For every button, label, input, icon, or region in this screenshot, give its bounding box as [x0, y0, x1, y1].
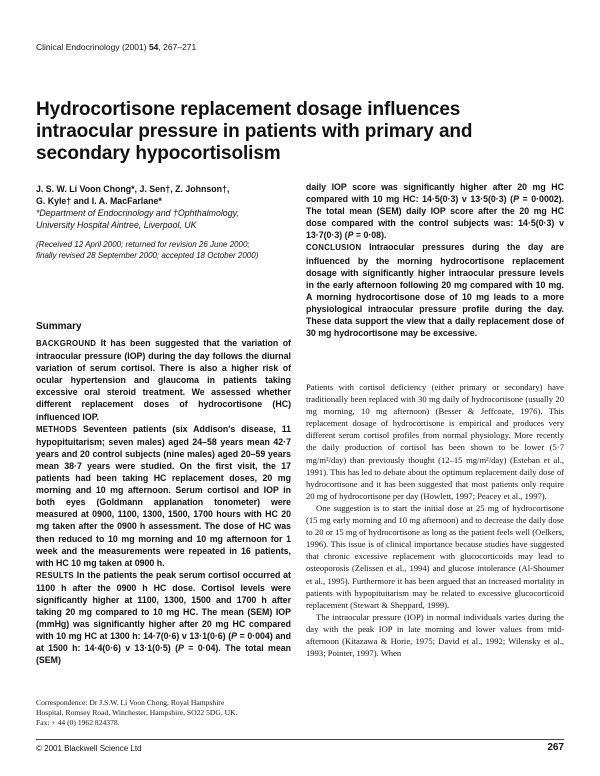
results-cont-a: daily IOP score was significantly higher after 20 mg HC compared with 10 mg HC: 14·5(0·3) v 13·5(0·3) (: [306, 182, 564, 205]
body-paragraph-3: The intraocular pressure (IOP) in normal individuals varies during the day with the peak IOP in late morning and lower values from mid-afternoon (Kitazawa & Horie, 1975; David et al., 1992; Wilensky et al., 1993; Pointer, 1997). When: [306, 611, 564, 659]
methods-text: Seventeen patients (six Addison's disease, 11 hypopituitarism; seven males) aged 24–58 years mean 42·7 years and 20 control subjects (nine males) aged 20–59 years mean 38·7 years were studied. On the first visit, the 17 patients had been taking HC replacement doses, 20 mg morning and 10 mg afternoon. Serum cortisol and IOP in both eyes (Goldmann applanation tonometer) were measured at 0900, 1100, 1300, 1500, 1700 hours with HC 20 mg taken after the 0900 h assessment. The dose of HC was then reduced to 10 mg morning and 10 mg afternoon for 1 week and the measurements were repeated in 16 patients, with HC 10 mg taken at 0900 h.: [36, 423, 291, 568]
conclusion-text: Intraocular pressures during the day are influenced by the morning hydrocortisone replacement dosage with significantly higher intraocular pressure levels in the early afternoon following 20 mg compared with 10 mg. A morning hydrocortisone dose of 10 mg leads to a more physiological intraocular pressure profile during the day. These data support the view that a daily replacement dose of 30 mg hydrocortisone may be excessive.: [306, 242, 564, 339]
results-cont-c: = 0·08).: [353, 230, 387, 241]
body-text-column: [306, 381, 564, 659]
abstract-results-continued: [306, 181, 564, 241]
journal-citation: [36, 42, 196, 52]
p-value-symbol: P: [178, 643, 184, 654]
conclusion-label: CONCLUSION: [306, 243, 362, 253]
results-cont-b: = 0·0002). The total mean (SEM) daily IOP score after the 20 mg HC dose compared with the control subjects was: 14·5(0·3) v 13·7(0·3) (: [306, 194, 564, 241]
journal-volume: 54: [148, 42, 159, 52]
correspondence-line-3: Fax: + 44 (0) 1962 824378.: [36, 718, 120, 728]
abstract-methods: [36, 423, 291, 569]
correspondence-line-2: Hospital, Romsey Road, Winchester, Hampshire, SO22 5DG, UK.: [36, 708, 238, 718]
results-label: RESULTS: [36, 570, 74, 580]
correspondence-line-1: Correspondence: Dr J.S.W. Li Voon Chong, Royal Hampshire: [36, 698, 225, 707]
background-label: BACKGROUND: [36, 339, 97, 348]
abstract-conclusion: [306, 241, 564, 339]
copyright-notice: © 2001 Blackwell Science Ltd: [36, 744, 142, 753]
received-line-1: (Received 12 April 2000; returned for revision 26 June 2000;: [36, 240, 250, 249]
journal-pages: , 267–271: [158, 42, 197, 52]
article-title: Hydrocortisone replacement dosage influences intraocular pressure in patients with primary and secondary hypocortisolism: [36, 99, 473, 164]
affiliation-line-2: University Hospital Aintree, Liverpool, UK: [36, 220, 197, 230]
abstract-background: [36, 337, 291, 423]
received-line-2: finally revised 28 September 2000; accepted 18 October 2000): [36, 251, 259, 260]
p-value-symbol: P: [513, 194, 519, 205]
p-value-symbol: P: [347, 230, 354, 241]
abstract-left-column: [36, 337, 291, 667]
abstract-results: [36, 569, 291, 667]
results-text-c: = 0·04). The total mean (SEM): [36, 643, 291, 666]
received-dates: [36, 239, 296, 261]
correspondence-note: [36, 698, 291, 729]
journal-name: Clinical Endocrinology (2001): [36, 42, 147, 52]
footer-divider: [36, 739, 564, 740]
body-paragraph-1: Patients with cortisol deficiency (either primary or secondary) have traditionally been replaced with 30 mg daily of hydrocortisone (usually 20 mg morning, 10 mg afternoon) (Besser & Jeffcoate, 1976). This replacement dosage of hydrocortisone is empirical and produces very different serum cortisol profiles from normal physiology. More recently the daily production of cortisol has been shown to be lower (5·7 mg/m²/day) than previously thought (12–15 mg/m²/day) (Esteban et al., 1991). This has led to debate about the optimum replacement daily dose of hydrocortisone and it has been suggested that most patients only require 20 mg of hydrocortisone per day (Howlett, 1997; Peacey et al., 1997).: [306, 382, 564, 501]
author-names-line-2: G. Kyle† and I. A. MacFarlane*: [36, 196, 162, 206]
author-block: [36, 183, 291, 231]
results-text-a: In the patients the peak serum cortisol occurred at 1100 h after the 0900 h HC dose. Cortisol levels were significantly higher at 1100, 1300, 1500 and 1700 h after taking 20 mg compared to 10 mg HC. The mean (SEM) IOP (mmHg) was significantly higher after 20 mg HC compared with 10 mg HC at 1300 h: 14·7(0·6) v 13·1(0·6) (: [36, 569, 291, 642]
author-names-line-1: J. S. W. Li Voon Chong*, J. Sen†, Z. Johnson†,: [36, 184, 230, 194]
results-text-b: = 0·004) and at 1500 h: 14·4(0·6) v 13·1(0·5) (: [36, 631, 291, 654]
affiliation-line-1: *Department of Endocrinology and †Ophthalmology,: [36, 208, 239, 218]
abstract-right-column: [306, 181, 564, 339]
summary-heading: Summary: [36, 321, 82, 332]
background-text: It has been suggested that the variation of intraocular pressure (IOP) during the day follows the diurnal variation of serum cortisol. There is also a higher risk of ocular hypertension and glaucoma in patients taking excessive oral steroid treatment. We assessed whether different replacement doses of hydrocortisone (HC) influenced IOP.: [36, 338, 291, 422]
page-number: 267: [547, 742, 564, 753]
body-paragraph-2: One suggestion is to start the initial dose at 25 mg of hydrocortisone (15 mg early morning and 10 mg afternoon) and to decrease the daily dose to 20 or 15 mg of hydrocortisone as long as the patient feels well (Oelkers, 1996). This issue is of clinical importance because studies have suggested that chronic excessive replacement with glucocorticoids may lead to osteoporosis (Zelissen et al., 1994) and glucose intolerance (Al-Shoumer et al., 1995). Furthermore it has been argued that an increased mortality in patients with hypopituitarism may be related to excessive glucocorticoid replacement (Stewart & Sheppard, 1999).: [306, 502, 564, 610]
p-value-symbol: P: [231, 631, 237, 642]
methods-label: METHODS: [36, 424, 78, 434]
